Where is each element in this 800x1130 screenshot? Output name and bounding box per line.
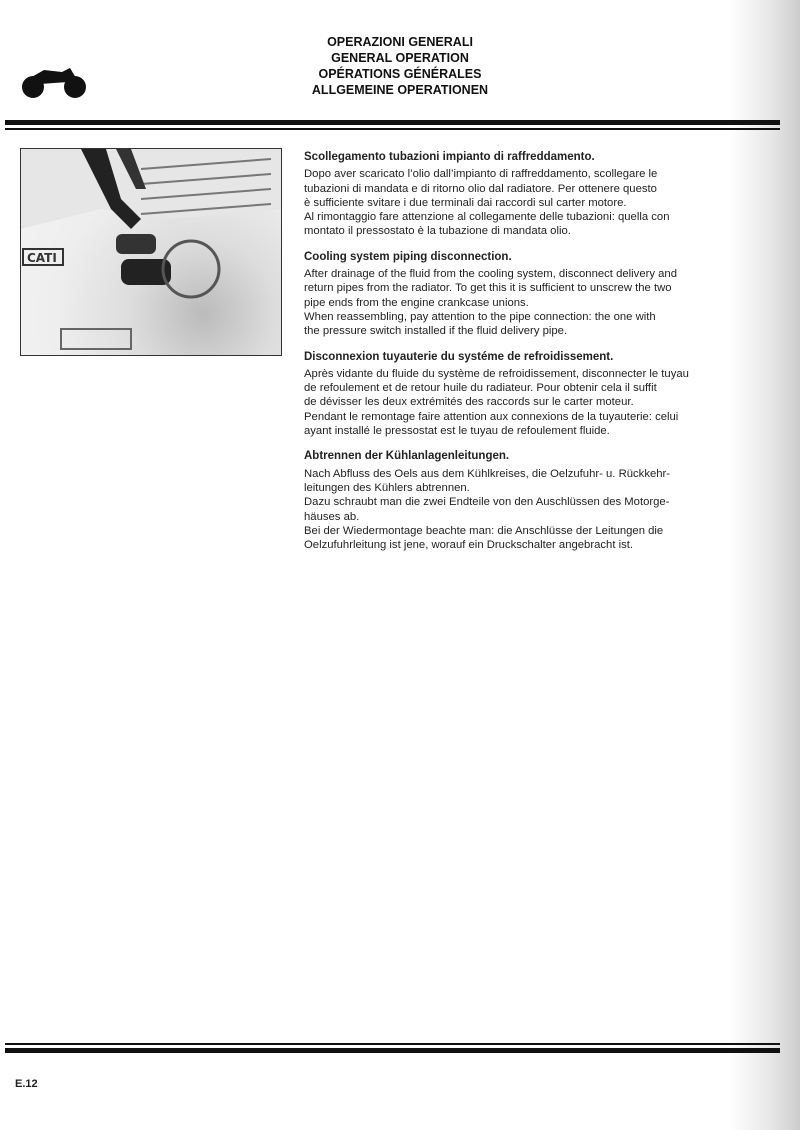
ducati-logo-text: CATI bbox=[27, 251, 57, 265]
instructions bbox=[304, 150, 724, 563]
text-line: the pressure switch installed if the fluid delivery pipe. bbox=[304, 325, 568, 338]
text-line: When reassembling, pay attention to the pipe connection: the one with bbox=[304, 310, 656, 323]
text-line: è sufficiente svitare i due terminali dai raccordi sul carter motore. bbox=[304, 196, 627, 209]
page-title bbox=[250, 34, 550, 98]
text-line: leitungen des Kühlers abtrennen. bbox=[304, 481, 470, 494]
text-line: Pendant le remontage faire attention aux connexions de la tuyauterie: celui bbox=[304, 410, 679, 423]
text-line: montato il pressostato è la tubazione di mandata olio. bbox=[304, 225, 571, 238]
text-line: Après vidante du fluide du système de refroidissement, disconnecter le tuyau bbox=[304, 367, 689, 380]
title-en: GENERAL OPERATION bbox=[331, 51, 469, 65]
scan-shadow bbox=[730, 0, 800, 1130]
text-line: return pipes from the radiator. To get this it is sufficient to unscrew the two bbox=[304, 282, 672, 295]
engine-photo bbox=[20, 148, 282, 356]
top-divider bbox=[5, 120, 780, 130]
section-french bbox=[304, 350, 724, 439]
text-line: Al rimontaggio fare attenzione al collegamente delle tubazioni: quella con bbox=[304, 211, 670, 224]
page-number: E.12 bbox=[15, 1078, 38, 1090]
title-it: OPERAZIONI GENERALI bbox=[327, 35, 473, 49]
text-line: ayant installé le pressostat est le tuyau de refoulement fluide. bbox=[304, 425, 610, 438]
text-line: Oelzufuhrleitung ist jene, worauf ein Druckschalter angebracht ist. bbox=[304, 539, 634, 552]
section-german bbox=[304, 449, 724, 552]
motorcycle-icon bbox=[18, 60, 88, 100]
text-line: After drainage of the fluid from the cooling system, disconnect delivery and bbox=[304, 268, 677, 281]
text-line: de dévisser les deux extrémités des raccords sur le carter moteur. bbox=[304, 396, 634, 409]
text-line: de refoulement et de retour huile du radiateur. Pour obtenir cela il suffit bbox=[304, 382, 657, 395]
text-line: pipe ends from the engine crankcase unions. bbox=[304, 296, 529, 309]
title-de: ALLGEMEINE OPERATIONEN bbox=[311, 83, 489, 97]
text-line: Dazu schraubt man die zwei Endteile von den Auschlüssen des Motorge- bbox=[304, 496, 670, 509]
text-line: Bei der Wiedermontage beachte man: die Anschlüsse der Leitungen die bbox=[304, 524, 664, 537]
text-line: Nach Abfluss des Oels aus dem Kühlkreises, die Oelzufuhr- u. Rückkehr- bbox=[304, 467, 671, 480]
text-line: häuses ab. bbox=[304, 510, 360, 523]
section-english bbox=[304, 250, 724, 339]
section-heading: Abtrennen der Kühlanlagenleitungen. bbox=[304, 450, 510, 463]
section-heading: Disconnexion tuyauterie du systéme de refroidissement. bbox=[304, 350, 614, 363]
text-line: Dopo aver scaricato l’olio dall’impianto di raffreddamento, scollegare le bbox=[304, 168, 658, 181]
text-line: tubazioni di mandata e di ritorno olio dal radiatore. Per ottenere questo bbox=[304, 182, 657, 195]
title-fr: OPÉRATIONS GÉNÉRALES bbox=[318, 67, 482, 81]
section-italian bbox=[304, 150, 724, 239]
section-heading: Scollegamento tubazioni impianto di raffreddamento. bbox=[304, 151, 595, 163]
bottom-divider bbox=[5, 1043, 780, 1053]
section-heading: Cooling system piping disconnection. bbox=[304, 250, 512, 263]
